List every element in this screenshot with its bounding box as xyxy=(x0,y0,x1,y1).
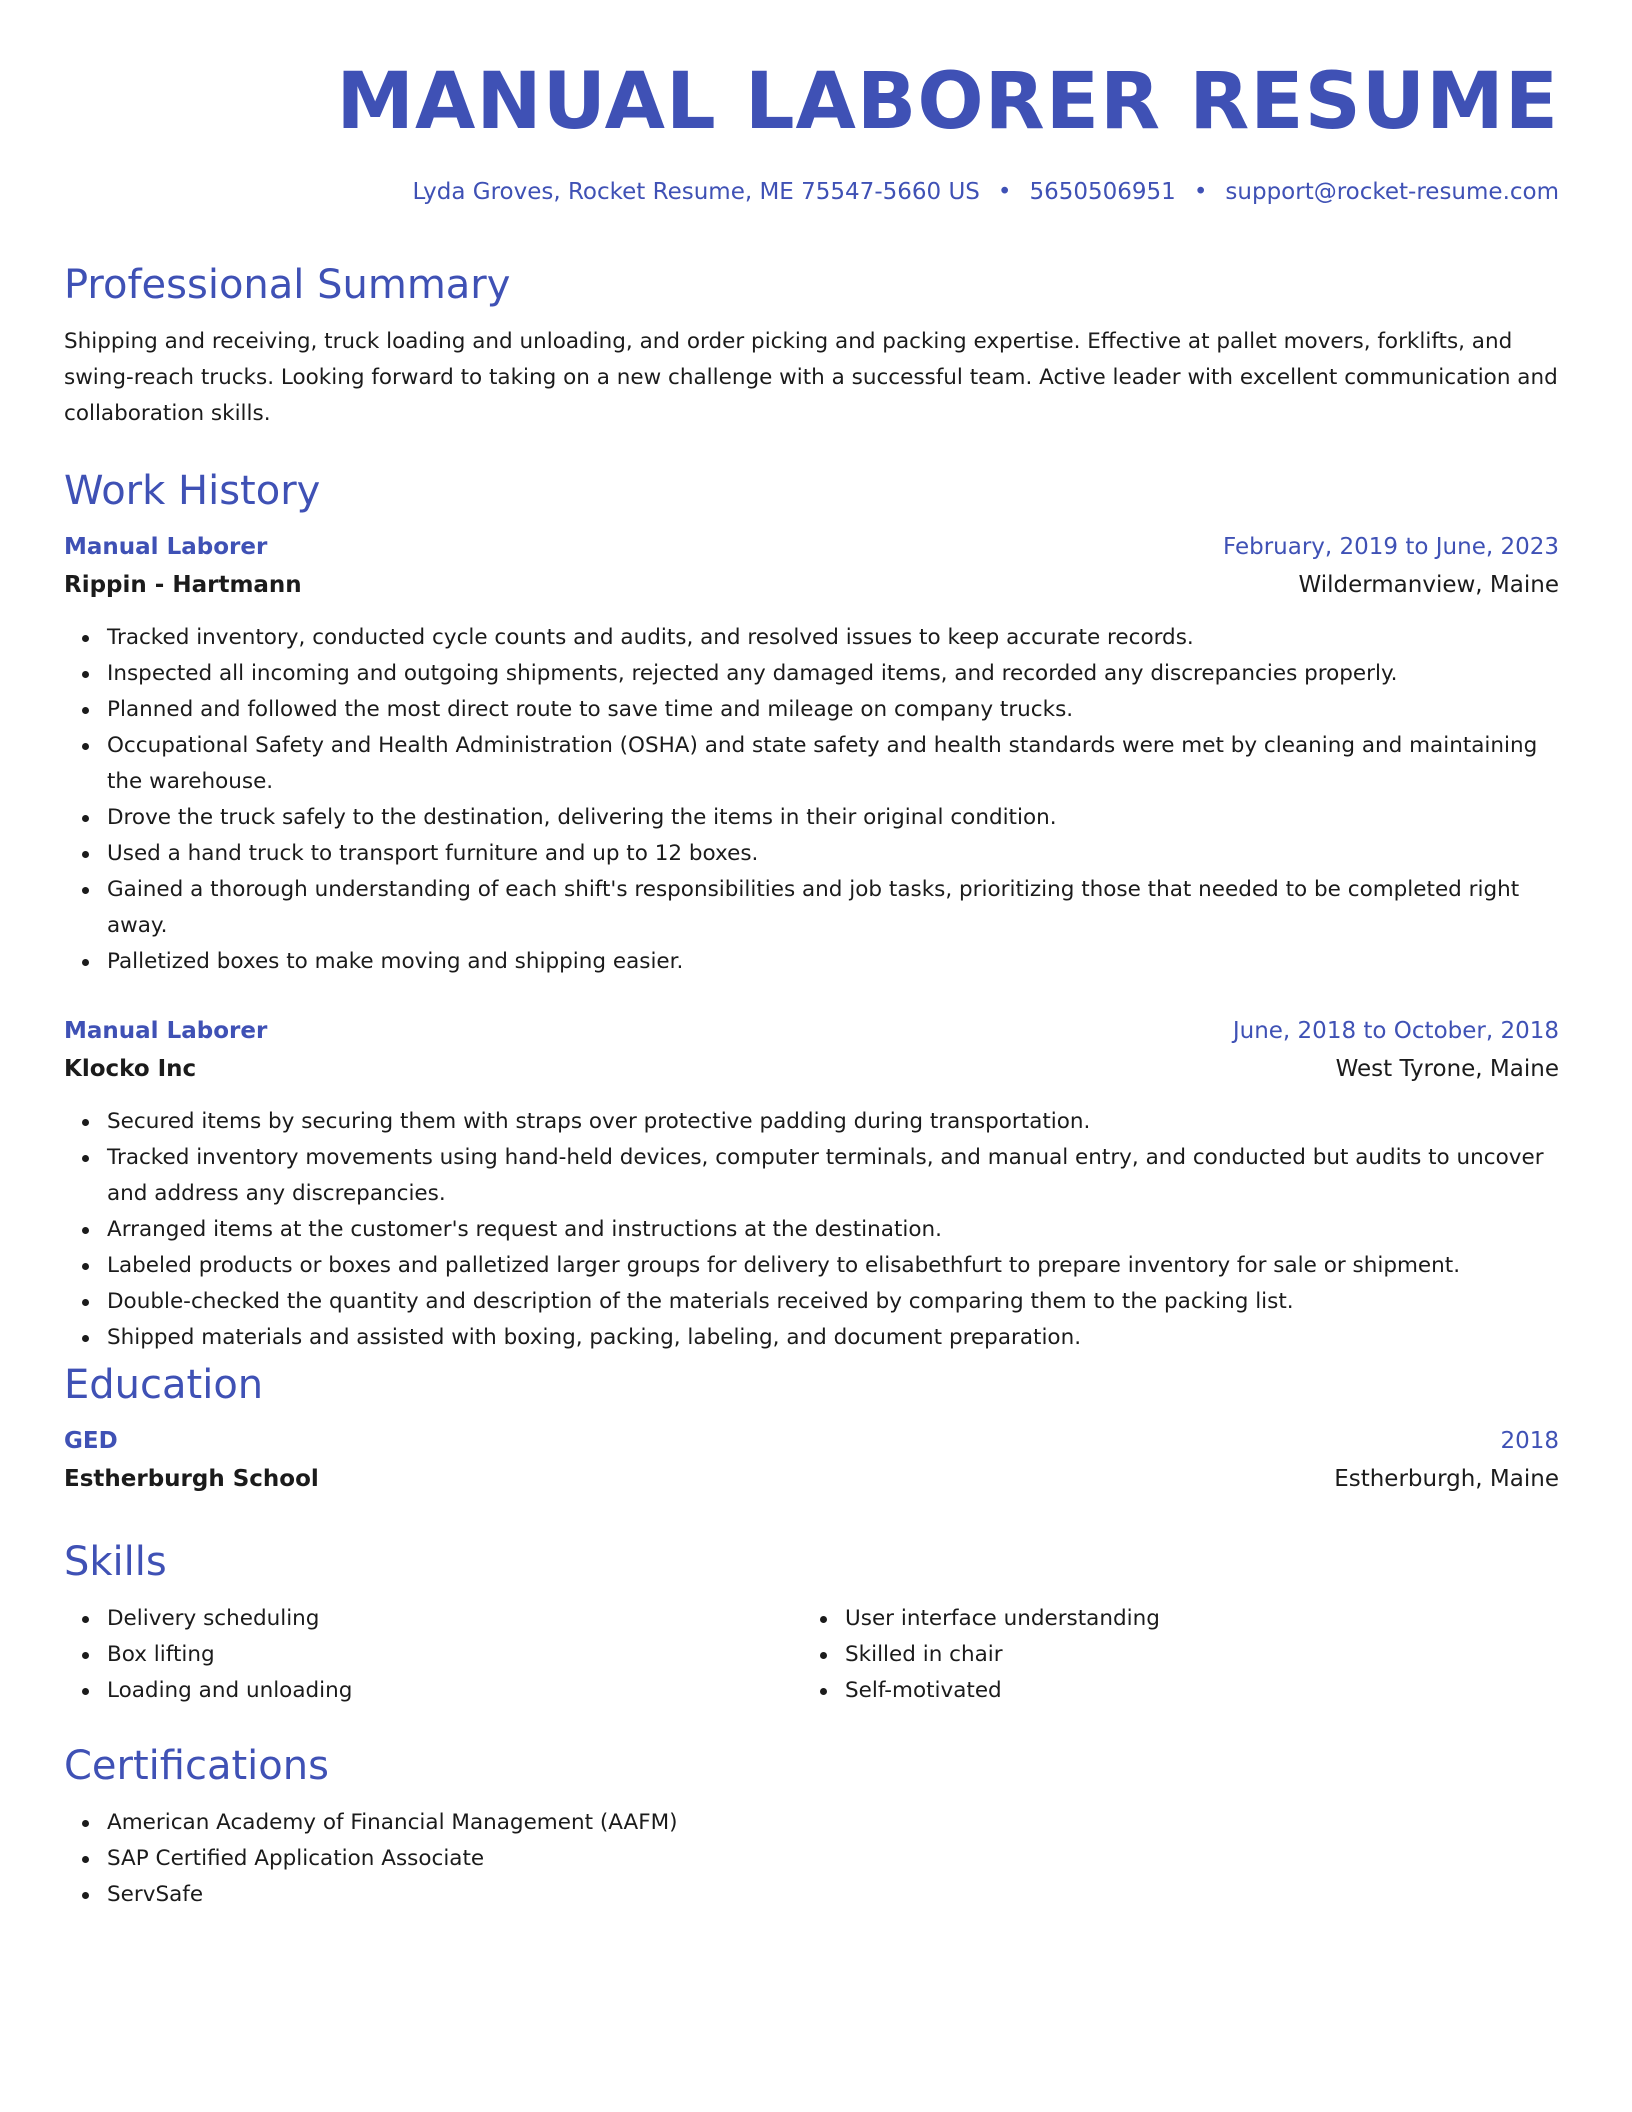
job-title: Manual Laborer xyxy=(64,534,268,560)
skills-list-left xyxy=(64,1601,802,1709)
certification-item: ServSafe xyxy=(107,1877,1559,1913)
summary-heading: Professional Summary xyxy=(64,262,511,308)
job-bullets xyxy=(64,1104,1559,1356)
skill-item: User interface understanding xyxy=(845,1601,1540,1637)
job-location: Wildermanview, Maine xyxy=(1298,572,1559,598)
list-item: Inspected all incoming and outgoing shipments, rejected any damaged items, and recorded any discrepancies properly. xyxy=(107,656,1559,692)
list-item: Arranged items at the customer's request and instructions at the destination. xyxy=(107,1212,1559,1248)
list-item: Palletized boxes to make moving and shipping easier. xyxy=(107,944,1559,980)
list-item: Labeled products or boxes and palletized larger groups for delivery to elisabethfurt to prepare inventory for sale or shipment. xyxy=(107,1248,1559,1284)
skill-item: Skilled in chair xyxy=(845,1637,1540,1673)
contact-address: Lyda Groves, Rocket Resume, ME 75547-5660 US xyxy=(412,179,980,205)
skills-section xyxy=(64,1537,1559,1709)
certifications-section xyxy=(64,1741,1559,1913)
school-name: Estherburgh School xyxy=(64,1466,319,1492)
summary-section xyxy=(64,260,1559,432)
contact-email[interactable]: support@rocket-resume.com xyxy=(1225,179,1559,205)
skill-item: Self-motivated xyxy=(845,1673,1540,1709)
list-item: Tracked inventory, conducted cycle counts and audits, and resolved issues to keep accurate records. xyxy=(107,620,1559,656)
certification-item: SAP Certified Application Associate xyxy=(107,1841,1559,1877)
graduation-year: 2018 xyxy=(1500,1428,1559,1454)
list-item: Tracked inventory movements using hand-held devices, computer terminals, and manual entry, and conducted but audits to uncover and address any discrepancies. xyxy=(107,1140,1559,1212)
list-item: Used a hand truck to transport furniture and up to 12 boxes. xyxy=(107,836,1559,872)
summary-text: Shipping and receiving, truck loading and unloading, and order picking and packing expertise. Effective at pallet movers, forklifts, and swing-reach trucks. Looking forward to taking on a new challenge with a successful team. Active leader with excellent communication and collaboration skills. xyxy=(64,329,1558,426)
skills-heading: Skills xyxy=(64,1539,167,1585)
job-entry xyxy=(64,528,1559,980)
work-history-section xyxy=(64,466,1559,1356)
certifications-heading: Certifications xyxy=(64,1743,329,1789)
certification-item: American Academy of Financial Management (AAFM) xyxy=(107,1805,1559,1841)
list-item: Drove the truck safely to the destination, delivering the items in their original condition. xyxy=(107,800,1559,836)
school-location: Estherburgh, Maine xyxy=(1334,1466,1559,1492)
degree: GED xyxy=(64,1428,118,1454)
education-heading: Education xyxy=(64,1362,264,1408)
separator-dot: • xyxy=(1193,179,1208,205)
job-bullets xyxy=(64,620,1559,980)
skill-item: Box lifting xyxy=(107,1637,802,1673)
certifications-list xyxy=(64,1805,1559,1913)
list-item: Double-checked the quantity and description of the materials received by comparing them to the packing list. xyxy=(107,1284,1559,1320)
job-dates: February, 2019 to June, 2023 xyxy=(1222,534,1559,560)
list-item: Gained a thorough understanding of each shift's responsibilities and job tasks, prioritizing those that needed to be completed right away. xyxy=(107,872,1559,944)
education-section xyxy=(64,1360,1559,1498)
job-dates: June, 2018 to October, 2018 xyxy=(1232,1018,1559,1044)
skill-item: Delivery scheduling xyxy=(107,1601,802,1637)
company-name: Rippin - Hartmann xyxy=(64,572,302,598)
list-item: Secured items by securing them with straps over protective padding during transportation. xyxy=(107,1104,1559,1140)
resume-title: MANUAL LABORER RESUME xyxy=(336,57,1559,147)
job-location: West Tyrone, Maine xyxy=(1335,1056,1559,1082)
list-item: Shipped materials and assisted with boxing, packing, labeling, and document preparation. xyxy=(107,1320,1559,1356)
job-entry xyxy=(64,1012,1559,1356)
separator-dot: • xyxy=(997,179,1012,205)
skills-list-right xyxy=(802,1601,1540,1709)
job-title: Manual Laborer xyxy=(64,1018,268,1044)
contact-info xyxy=(412,178,1559,206)
list-item: Occupational Safety and Health Administration (OSHA) and state safety and health standards were met by cleaning and maintaining the warehouse. xyxy=(107,728,1559,800)
list-item: Planned and followed the most direct route to save time and mileage on company trucks. xyxy=(107,692,1559,728)
company-name: Klocko Inc xyxy=(64,1056,197,1082)
resume-page xyxy=(64,52,1559,1907)
work-history-heading: Work History xyxy=(64,468,321,514)
skill-item: Loading and unloading xyxy=(107,1673,802,1709)
contact-phone: 5650506951 xyxy=(1029,179,1176,205)
